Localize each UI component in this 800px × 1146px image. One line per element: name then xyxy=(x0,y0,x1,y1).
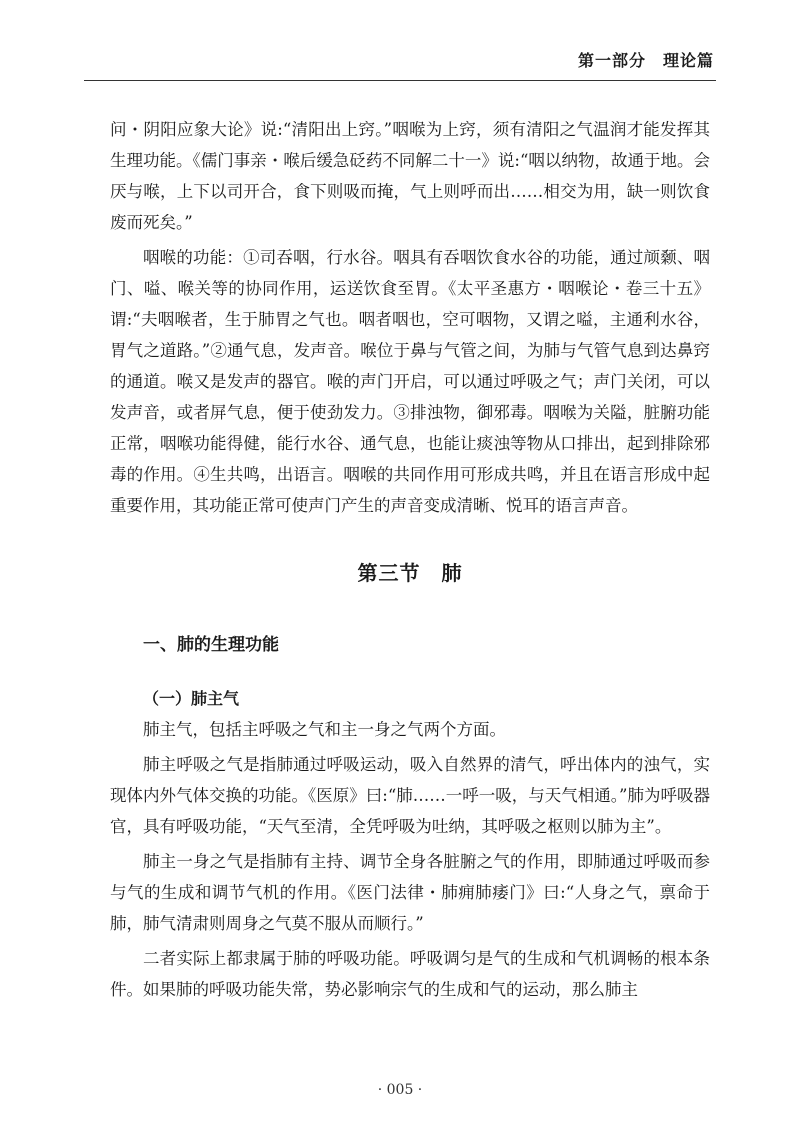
paragraph-whole-body-qi: 肺主一身之气是指肺有主持、调节全身各脏腑之气的作用，即肺通过呼吸而参与气的生成和调节气机的作用。《医门法律・肺痈肺痿门》曰:“人身之气，禀命于肺，肺气清肃则周身之气莫不服从而顺行。” xyxy=(110,852,710,933)
header-rule xyxy=(84,80,716,81)
page-body xyxy=(110,114,710,1009)
paragraph-breathing-qi: 肺主呼吸之气是指肺通过呼吸运动，吸入自然界的清气，呼出体内的浊气，实现体内外气体交换的功能。《医原》曰:“肺……一呼一吸，与天气相通。”肺为呼吸器官，具有呼吸功能，“天气至清，全凭呼吸为吐纳，其呼吸之枢则以肺为主”。 xyxy=(110,755,710,836)
paragraph-lung-qi-intro: 肺主气，包括主呼吸之气和主一身之气两个方面。 xyxy=(143,720,506,739)
section-title: 第三节 肺 xyxy=(357,561,463,585)
running-header: 第一部分 理论篇 xyxy=(577,51,714,70)
paragraph-summary: 二者实际上都隶属于肺的呼吸功能。呼吸调匀是气的生成和气机调畅的根本条件。如果肺的呼吸功能失常，势必影响宗气的生成和气的运动，那么肺主 xyxy=(110,949,710,999)
page-number: · 005 · xyxy=(377,1082,423,1098)
subsection-title: 一、肺的生理功能 xyxy=(143,635,279,655)
paragraph-throat-functions: 咽喉的功能：①司吞咽，行水谷。咽具有吞咽饮食水谷的功能，通过颃颡、咽门、嗌、喉关等的协同作用，运送饮食至胃。《太平圣惠方・咽喉论・卷三十五》谓:“夫咽喉者，生于肺胃之气也。咽者咽也，空可咽物，又谓之嗌，主通利水谷，胃气之道路。”②通气息，发声音。喉位于鼻与气管之间，为肺与气管气息到达鼻窍的通道。喉又是发声的器官。喉的声门开启，可以通过呼吸之气；声门关闭，可以发声音，或者屏气息，便于使劲发力。③排浊物，御邪毒。咽喉为关隘，脏腑功能正常，咽喉功能得健，能行水谷、通气息，也能让痰浊等物从口排出，起到排除邪毒的作用。④生共鸣，出语言。咽喉的共同作用可形成共鸣，并且在语言形成中起重要作用，其功能正常可使声门产生的声音变成清晰、悦耳的语言声音。 xyxy=(110,248,710,515)
paragraph-continuation: 问・阴阳应象大论》说:“清阳出上窍。”咽喉为上窍，须有清阳之气温润才能发挥其生理功能。《儒门事亲・喉后缓急砭药不同解二十一》说:“咽以纳物，故通于地。会厌与喉，上下以司开合，食下则吸而掩，气上则呼而出……相交为用，缺一则饮食废而死矣。” xyxy=(110,120,710,232)
subsubsection-title: （一）肺主气 xyxy=(143,689,240,708)
